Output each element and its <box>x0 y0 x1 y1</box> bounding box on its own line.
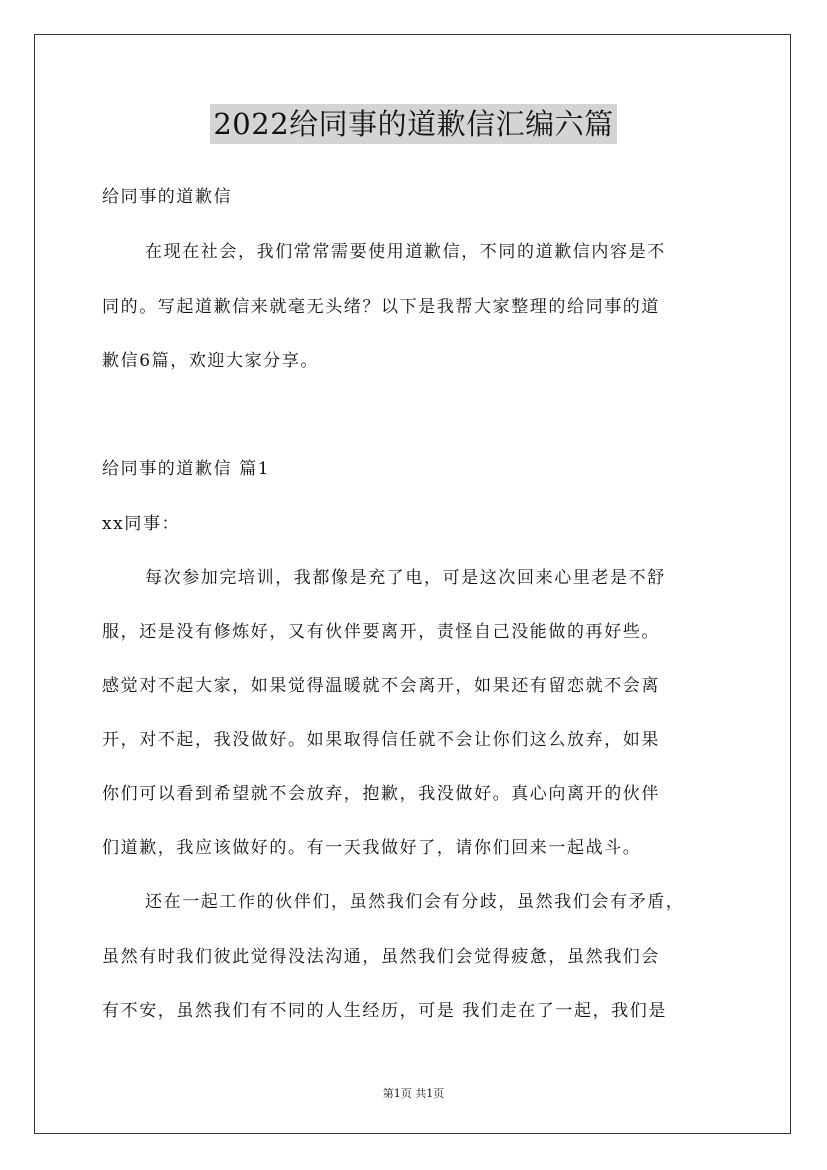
paragraph-line: 还在一起工作的伙伴们，虽然我们会有分歧，虽然我们会有矛盾， <box>145 892 685 912</box>
paragraph-line: 歉信6篇，欢迎大家分享。 <box>102 351 320 371</box>
page-footer: 第1页 共1页 <box>382 1087 445 1100</box>
paragraph-line: 每次参加完培训，我都像是充了电，可是这次回来心里老是不舒 <box>145 568 666 588</box>
paragraph-line: 同的。写起道歉信来就毫无头绪？以下是我帮大家整理的给同事的道 <box>102 297 660 317</box>
paragraph-line: 开，对不起，我没做好。如果取得信任就不会让你们这么放弃，如果 <box>102 730 660 750</box>
paragraph-line: 感觉对不起大家，如果觉得温暖就不会离开，如果还有留恋就不会离 <box>102 676 660 696</box>
paragraph-line: 服，还是没有修炼好，又有伙伴要离开，责怪自己没能做的再好些。 <box>102 622 660 642</box>
title-container <box>0 104 827 144</box>
salutation: xx同事： <box>102 514 181 534</box>
document-title: 2022给同事的道歉信汇编六篇 <box>210 104 616 144</box>
paragraph-line: 们道歉，我应该做好的。有一天我做好了，请你们回来一起战斗。 <box>102 838 642 858</box>
paragraph-line: 虽然有时我们彼此觉得没法沟通，虽然我们会觉得疲惫，虽然我们会 <box>102 947 660 967</box>
section-heading: 给同事的道歉信 <box>102 187 233 207</box>
paragraph-line: 在现在社会，我们常常需要使用道歉信，不同的道歉信内容是不 <box>145 242 666 262</box>
section-heading: 给同事的道歉信 篇1 <box>102 459 271 479</box>
paragraph-line: 有不安，虽然我们有不同的人生经历，可是 我们走在了一起，我们是 <box>102 1001 668 1021</box>
paragraph-line: 你们可以看到希望就不会放弃，抱歉，我没做好。真心向离开的伙伴 <box>102 784 660 804</box>
